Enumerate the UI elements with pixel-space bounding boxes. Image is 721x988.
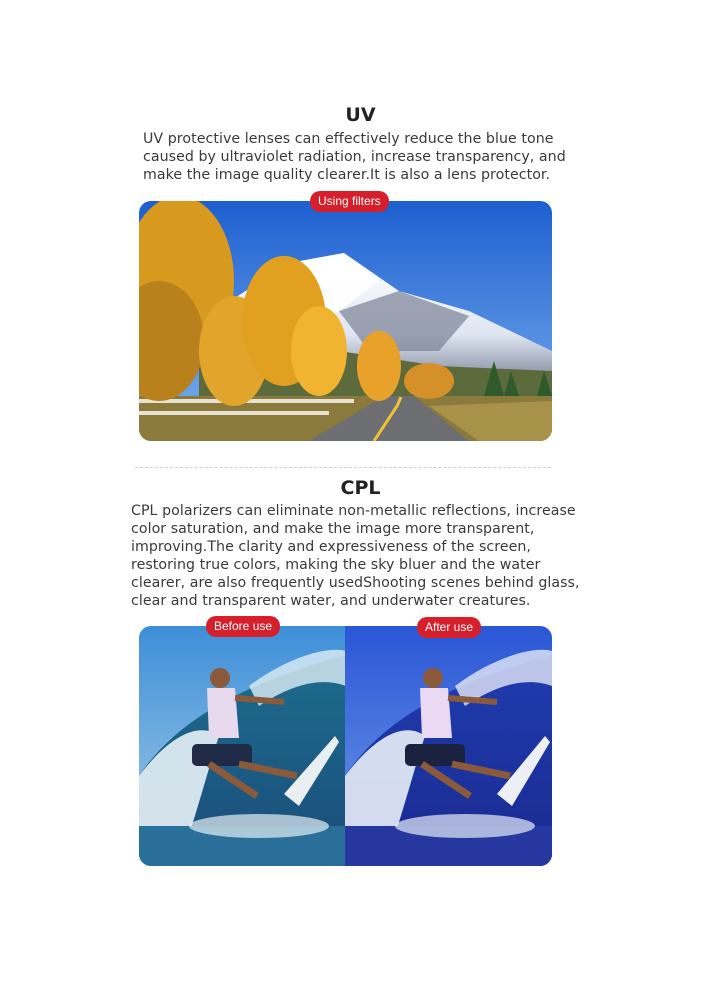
uv-landscape-photo	[139, 201, 552, 441]
uv-line: UV protective lenses can effectively reduce the blue tone	[143, 131, 554, 147]
uv-heading: UV	[345, 104, 376, 126]
uv-line: caused by ultraviolet radiation, increase transparency, and	[143, 149, 566, 165]
cpl-description	[131, 502, 580, 610]
cpl-line: clear and transparent water, and underwater creatures.	[131, 593, 531, 609]
cpl-line: improving.The clarity and expressiveness of the screen,	[131, 539, 531, 555]
cpl-line: CPL polarizers can eliminate non-metallic reflections, increase	[131, 503, 576, 519]
after-use-badge: After use	[417, 617, 481, 638]
cpl-line: restoring true colors, making the sky bluer and the water	[131, 557, 541, 573]
cpl-comparison-photo	[139, 626, 552, 866]
cpl-line: color saturation, and make the image more transparent,	[131, 521, 535, 537]
before-use-badge: Before use	[206, 616, 280, 637]
cpl-line: clearer, are also frequently usedShooting scenes behind glass,	[131, 575, 580, 591]
after-half	[345, 626, 552, 866]
using-filters-badge: Using filters	[310, 191, 389, 212]
section-divider	[135, 467, 551, 468]
uv-description	[143, 130, 566, 184]
before-half	[139, 626, 346, 866]
uv-line: make the image quality clearer.It is also a lens protector.	[143, 167, 551, 183]
cpl-heading: CPL	[340, 477, 381, 499]
